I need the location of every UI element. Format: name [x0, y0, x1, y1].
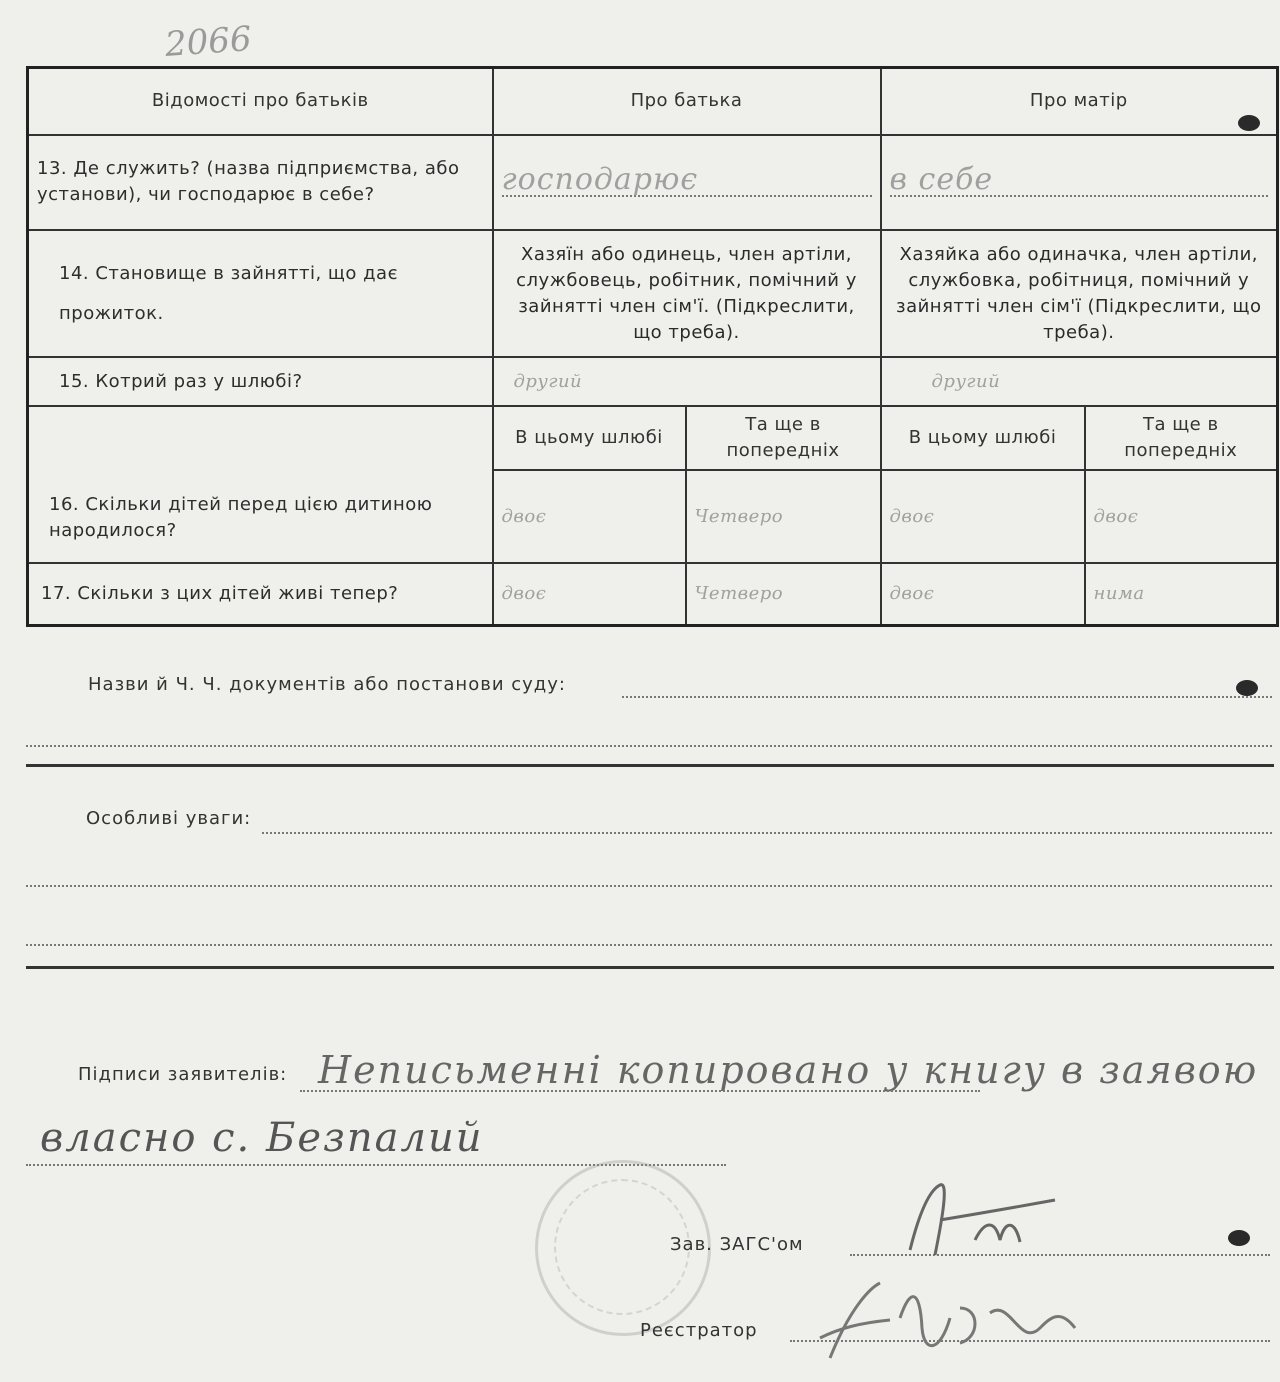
question-16: 16. Скільки дітей перед цією дитиною народилося? [28, 406, 493, 563]
section-divider-2 [26, 966, 1274, 969]
archive-number: 2066 [163, 19, 253, 65]
applicants-signature-line-1: Неписьменні копировано у книгу в заявою [318, 1048, 1259, 1092]
question-15: 15. Котрий раз у шлюбі? [28, 357, 493, 405]
applicants-line-1 [300, 1090, 980, 1092]
answer-13-father: господарює [502, 167, 872, 197]
answer-14-father: Хазяїн або одинець, член артіли, службовець, робітник, помічний у зайнятті член сім'ї. (Підкреслити, що треба). [493, 230, 881, 357]
zags-head-signature [880, 1170, 1070, 1284]
question-14: 14. Становище в зайнятті, що дає прожиток. [28, 230, 493, 357]
answer-16-mother-this: двоє [881, 470, 1085, 563]
answer-17-father-this: двоє [493, 563, 686, 626]
answer-13-mother: в себе [890, 167, 1269, 197]
question-17: 17. Скільки з цих дітей живі тепер? [28, 563, 493, 626]
answer-16-father-this: двоє [493, 470, 686, 563]
answer-17-mother-this: двоє [881, 563, 1085, 626]
row-15 [28, 357, 1278, 405]
subheader-father-previous: Та ще в попередніх [686, 406, 881, 471]
registrar-signature-mark [810, 1268, 1090, 1368]
subheader-father-this-marriage: В цьому шлюбі [493, 406, 686, 471]
registrar-signature [810, 1268, 1090, 1382]
registrar-label: Реєстратор [640, 1320, 758, 1341]
answer-17-father-prev: Четверо [686, 563, 881, 626]
answer-15-mother: другий [881, 357, 1278, 405]
notes-label: Особливі уваги: [86, 808, 252, 829]
section-divider-1 [26, 764, 1274, 767]
notes-line-1 [262, 832, 1272, 834]
binding-hole-2 [1236, 680, 1258, 696]
answer-15-father: другий [493, 357, 881, 405]
row-13 [28, 135, 1278, 231]
row-14 [28, 230, 1278, 357]
subheader-mother-previous: Та ще в попередніх [1085, 406, 1278, 471]
answer-16-mother-prev: двоє [1085, 470, 1278, 563]
answer-17-mother-prev: нима [1085, 563, 1278, 626]
row-16-subheader [28, 406, 1278, 471]
answer-13-mother-cell [881, 135, 1278, 231]
documents-label: Назви й Ч. Ч. документів або постанови суду: [88, 674, 566, 695]
answer-13-father-cell [493, 135, 881, 231]
applicants-signature-line-2: власно с. Безпалий [40, 1115, 484, 1161]
answer-16-father-prev: Четверо [686, 470, 881, 563]
documents-line-1 [622, 696, 1272, 698]
binding-hole-3 [1228, 1230, 1250, 1246]
zags-head-label: Зав. ЗАГС'ом [670, 1234, 804, 1255]
header-father: Про батька [493, 68, 881, 135]
notes-line-2 [26, 885, 1272, 887]
header-mother: Про матір [881, 68, 1278, 135]
documents-line-2 [26, 745, 1272, 747]
parents-info-table [26, 66, 1279, 627]
header-parents-info: Відомості про батьків [28, 68, 493, 135]
applicants-label: Підписи заявителів: [78, 1064, 288, 1085]
subheader-mother-this-marriage: В цьому шлюбі [881, 406, 1085, 471]
question-13: 13. Де служить? (назва підприємства, або установи), чи господарює в себе? [28, 135, 493, 231]
row-17 [28, 563, 1278, 626]
answer-14-mother: Хазяйка або одиначка, член артіли, службовка, робітниця, помічний у зайнятті член сім'ї (Підкреслити, що треба). [881, 230, 1278, 357]
notes-line-3 [26, 944, 1272, 946]
zags-head-signature-mark [880, 1170, 1070, 1270]
header-row [28, 68, 1278, 135]
binding-hole-1 [1238, 115, 1260, 131]
